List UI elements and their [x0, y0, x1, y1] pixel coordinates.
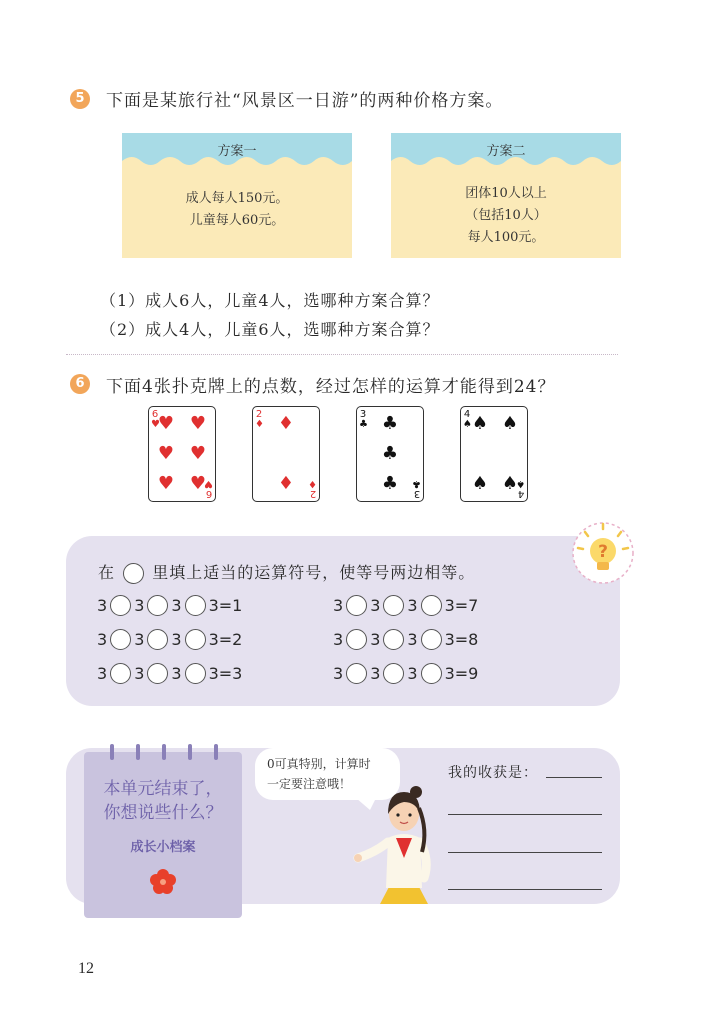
operand: 3: [370, 595, 381, 615]
problem-6-badge: 6: [70, 374, 90, 394]
operator-blank[interactable]: [147, 629, 168, 650]
card-suit: ♠: [463, 419, 472, 430]
notepad-ring: [188, 744, 192, 760]
operator-blank[interactable]: [383, 595, 404, 616]
heart-icon: ♥: [157, 473, 175, 494]
notepad-line-2: 你想说些什么？: [103, 803, 223, 823]
operator-blank[interactable]: [421, 629, 442, 650]
operand: 3: [134, 595, 145, 615]
card-corner-flipped: [413, 478, 421, 498]
answer-line[interactable]: [448, 814, 602, 815]
plan-one-body: [122, 188, 352, 232]
plan-two-title: 方案二: [486, 144, 526, 159]
card-corner-flipped: [309, 478, 317, 498]
answer-line[interactable]: [448, 889, 602, 890]
operator-blank[interactable]: [346, 663, 367, 684]
notepad-label: 成长小档案: [130, 840, 196, 855]
plan-one-title: 方案一: [217, 144, 257, 159]
operator-blank[interactable]: [421, 663, 442, 684]
card-rank: 6: [151, 409, 159, 420]
notepad-ring: [162, 744, 166, 760]
heart-icon: ♥: [189, 473, 207, 494]
spade-icon: ♠: [471, 473, 489, 494]
playing-card-2-diamonds: [252, 406, 320, 502]
card-corner-flipped: [205, 478, 213, 498]
card-rank: 2: [255, 409, 263, 420]
svg-text:?: ?: [598, 542, 608, 562]
subquestion-2: （2）成人4人，儿童6人，选哪种方案合算？: [100, 320, 440, 339]
card-corner-flipped: [517, 478, 525, 498]
symbol-circle-icon: [123, 563, 144, 584]
plan-one-line: 儿童每人60元。: [189, 213, 285, 228]
plan-two-body: [391, 183, 621, 249]
answer-line[interactable]: [546, 777, 602, 778]
harvest-label: 我的收获是：: [448, 765, 538, 781]
section-divider: [66, 354, 618, 355]
card-corner: [255, 410, 263, 430]
heart-icon: ♥: [189, 443, 207, 464]
operator-blank[interactable]: [110, 663, 131, 684]
plan-two-line: 团体10人以上: [465, 186, 547, 201]
spade-icon: ♠: [501, 413, 519, 434]
equation-row: [97, 594, 242, 616]
playing-card-3-clubs: [356, 406, 424, 502]
card-rank: 2: [309, 488, 317, 499]
card-suit: ♣: [412, 478, 421, 489]
notepad-ring: [110, 744, 114, 760]
operand: 3: [171, 595, 182, 615]
speech-line-1: 0可真特别，计算时: [267, 757, 371, 771]
operator-blank[interactable]: [110, 595, 131, 616]
operator-blank[interactable]: [383, 663, 404, 684]
card-rank: 3: [359, 409, 367, 420]
card-suit: ♥: [151, 419, 160, 430]
subquestion-1: （1）成人6人，儿童4人，选哪种方案合算？: [100, 291, 440, 310]
plan-one-box: [122, 133, 352, 258]
operand: 3: [134, 663, 145, 683]
operand: 3: [97, 663, 108, 683]
heart-icon: ♥: [189, 413, 207, 434]
operator-blank[interactable]: [346, 629, 367, 650]
card-corner: [463, 410, 471, 430]
operand: 3: [333, 629, 344, 649]
notepad-ring: [214, 744, 218, 760]
heart-icon: ♥: [157, 413, 175, 434]
equation-row: [333, 662, 478, 684]
question-bulb-icon: [568, 518, 638, 588]
club-icon: ♣: [381, 413, 399, 434]
operand-result: 3=3: [208, 663, 243, 683]
operand: 3: [333, 595, 344, 615]
operand: 3: [171, 629, 182, 649]
operand: 3: [333, 663, 344, 683]
operand: 3: [370, 663, 381, 683]
heart-icon: ♥: [157, 443, 175, 464]
problem-5-badge: 5: [70, 89, 90, 109]
girl-illustration: [352, 780, 452, 910]
card-suit: ♣: [359, 419, 368, 430]
plan-two-box: [391, 133, 621, 258]
card-rank: 4: [517, 488, 525, 499]
card-rank: 3: [413, 488, 421, 499]
answer-line[interactable]: [448, 852, 602, 853]
equation-row: [333, 628, 478, 650]
operand: 3: [407, 595, 418, 615]
notepad-line-1: 本单元结束了，: [103, 779, 223, 799]
card-suit: ♠: [516, 478, 525, 489]
operator-blank[interactable]: [147, 663, 168, 684]
equation-row: [333, 594, 478, 616]
card-suit: ♦: [255, 419, 264, 430]
operand-result: 3=7: [444, 595, 479, 615]
spade-icon: ♠: [471, 413, 489, 434]
speech-line-2: 一定要注意哦！: [267, 777, 352, 791]
operator-blank[interactable]: [185, 595, 206, 616]
card-rank: 6: [205, 488, 213, 499]
card-suit: ♦: [308, 478, 317, 489]
card-suit: ♥: [204, 478, 213, 489]
operand: 3: [97, 629, 108, 649]
instruction-suffix: 里填上适当的运算符号，使等号两边相等。: [152, 563, 476, 582]
plan-one-line: 成人每人150元。: [185, 191, 289, 206]
problem-5-question: 下面是某旅行社“风景区一日游”的两种价格方案。: [106, 91, 504, 111]
playing-card-4-spades: [460, 406, 528, 502]
equation-row: [97, 628, 242, 650]
operand-result: 3=1: [208, 595, 243, 615]
plan-two-line: 每人100元。: [467, 230, 545, 245]
instruction-prefix: 在: [98, 563, 116, 582]
club-icon: ♣: [381, 443, 399, 464]
card-rank: 4: [463, 409, 471, 420]
operator-blank[interactable]: [110, 629, 131, 650]
operator-blank[interactable]: [185, 663, 206, 684]
operand: 3: [407, 629, 418, 649]
puzzle-instruction: [98, 560, 475, 584]
notepad-ring: [136, 744, 140, 760]
club-icon: ♣: [381, 473, 399, 494]
operand: 3: [171, 663, 182, 683]
plan-two-line: （包括10人）: [465, 208, 547, 223]
flower-icon: [149, 868, 177, 896]
card-corner: [359, 410, 367, 430]
operand: 3: [134, 629, 145, 649]
operand-result: 3=2: [208, 629, 243, 649]
operand: 3: [407, 663, 418, 683]
equation-row: [97, 662, 242, 684]
diamond-icon: ♦: [277, 473, 295, 494]
operand: 3: [370, 629, 381, 649]
growth-notepad: [84, 752, 242, 918]
operator-blank[interactable]: [346, 595, 367, 616]
page-number: 12: [78, 960, 94, 977]
operand-result: 3=9: [444, 663, 479, 683]
spade-icon: ♠: [501, 473, 519, 494]
operator-blank[interactable]: [185, 629, 206, 650]
playing-card-6-hearts: [148, 406, 216, 502]
operator-blank[interactable]: [421, 595, 442, 616]
operand-result: 3=8: [444, 629, 479, 649]
problem-6-question: 下面4张扑克牌上的点数，经过怎样的运算才能得到24？: [106, 377, 556, 397]
diamond-icon: ♦: [277, 413, 295, 434]
operand: 3: [97, 595, 108, 615]
operator-blank[interactable]: [383, 629, 404, 650]
operator-blank[interactable]: [147, 595, 168, 616]
